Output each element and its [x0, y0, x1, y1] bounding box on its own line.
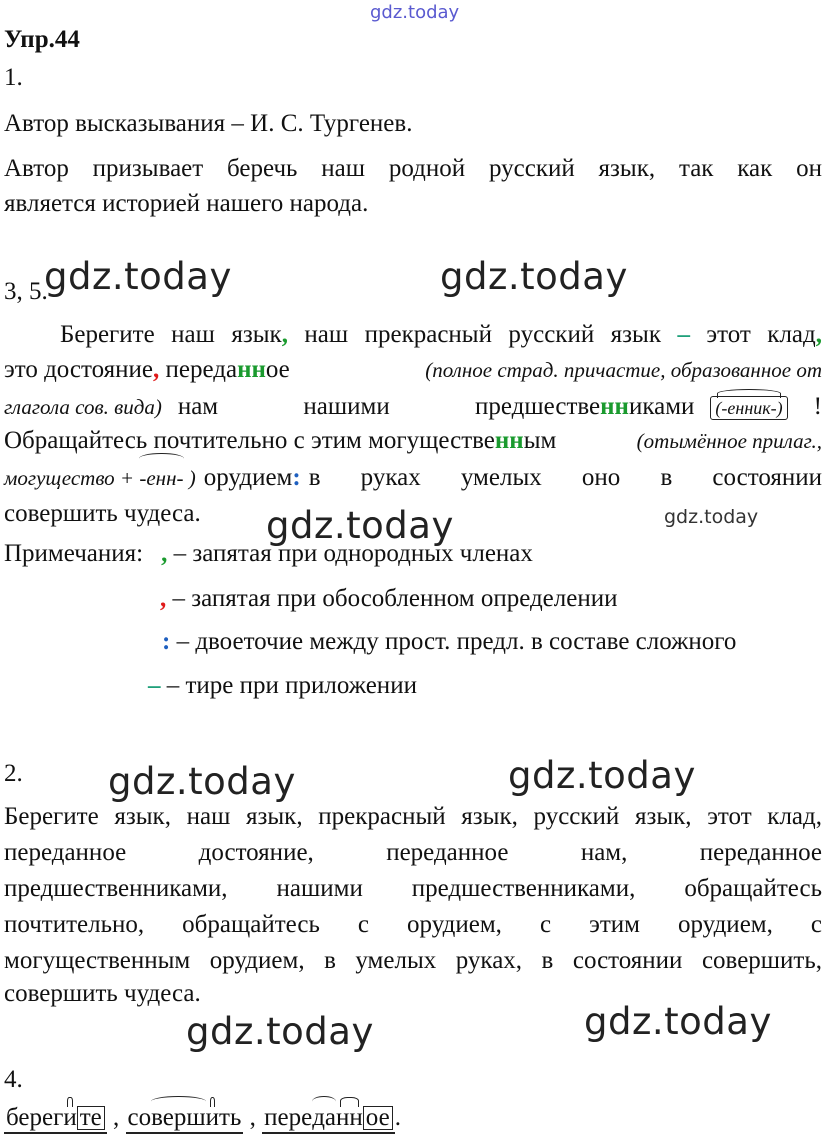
watermark: gdz.today [440, 255, 628, 298]
part2-line3: предшественниками, нашими предшественниками, обращайтесь [4, 875, 822, 902]
note-mark-teal-dash: – [148, 672, 161, 699]
part2-line4: почтительно, обращайтесь с орудием, с этим орудием, с [4, 911, 822, 938]
note-mark-blue-colon: : [162, 628, 171, 655]
note-text: – запятая при обособленном определении [166, 585, 618, 612]
part35-line6: совершить чудеса. [4, 500, 201, 527]
comma-participial: , [153, 356, 160, 383]
part1-line2: является историей нашего народа. [4, 190, 369, 217]
prefix-morpheme: со [127, 1104, 152, 1131]
prefix-morpheme: пере [264, 1104, 313, 1131]
suffix-morpheme: (-енник-) [710, 396, 787, 420]
watermark: gdz.today [508, 754, 696, 797]
text-fragment: это достояние [4, 356, 153, 383]
dash-apposition: – [677, 321, 690, 348]
part35-line2 [4, 353, 822, 387]
watermark-top: gdz.today [370, 2, 460, 23]
part35-line3: глагола сов. вида) нам нашими предшественниками (-енник-) ! [4, 390, 822, 424]
ending-morpheme: те [77, 1106, 105, 1130]
text-fragment: Обращайтесь почтительно с этим могуществе [4, 427, 495, 454]
word-stem: берег [6, 1104, 64, 1131]
notes-row-4 [148, 672, 417, 700]
part1-number: 1. [4, 64, 23, 91]
text-fragment: ое [265, 356, 290, 383]
grammar-note: (полное страд. причастие, образованное от [425, 358, 822, 382]
part35-line1 [4, 318, 822, 352]
suffix-arc: -енн- [139, 461, 183, 495]
text-fragment: этот клад [689, 321, 816, 348]
grammar-note: (отымённое прилаг., [636, 429, 822, 453]
word-sovershit [126, 1104, 244, 1134]
grammar-note [4, 461, 196, 495]
notes-label: Примечания: [4, 540, 144, 567]
double-n-highlight: нн [494, 427, 524, 454]
part4-number: 4. [4, 1066, 23, 1093]
watermark: gdz.today [664, 506, 759, 528]
text-fragment: Берегите наш язык [60, 321, 282, 348]
grammar-note: глагола сов. вида) [4, 395, 162, 419]
text-fragment: переда [159, 356, 238, 383]
note-mark-red-comma: , [160, 585, 167, 612]
period: . [394, 1104, 401, 1131]
notes-row-3 [162, 628, 736, 656]
word-beregite [4, 1104, 107, 1134]
watermark: gdz.today [186, 1010, 374, 1053]
comma-homogeneous: , [281, 321, 288, 348]
word-peredannoe [262, 1104, 395, 1134]
text-fragment: ым [523, 427, 557, 454]
separator: , [243, 1104, 263, 1131]
note-text: – тире при приложении [160, 672, 417, 699]
text-fragment: наш прекрасный русский язык [287, 321, 678, 348]
part4-morphemic-analysis [4, 1104, 401, 1134]
text-fragment: могущество + [4, 466, 140, 490]
notes-row-1 [4, 540, 533, 568]
notes-row-2 [160, 585, 617, 613]
inflection: ть [219, 1104, 242, 1131]
colon-complex: : [292, 464, 301, 491]
note-text: – запятая при однородных членах [167, 540, 533, 567]
note-mark-green-comma: , [161, 540, 168, 567]
watermark: gdz.today [108, 760, 296, 803]
part35-number: 3, 5. [4, 278, 48, 305]
part35-line4 [4, 424, 822, 458]
root-morpheme: верш [151, 1104, 206, 1131]
double-n-highlight: нн [237, 356, 266, 383]
part2-line1: Берегите язык, наш язык, прекрасный язык, русский язык, этот клад, [4, 803, 822, 830]
suffix-morpheme: и [63, 1104, 77, 1131]
part2-line5: могущественным орудием, в умелых руках, в состоянии совершить, [4, 947, 822, 974]
part35-line5 [4, 461, 822, 495]
watermark: gdz.today [266, 504, 454, 547]
suffix-morpheme: нн [336, 1104, 363, 1131]
suffix-morpheme: и [205, 1104, 220, 1131]
comma-homogeneous: , [815, 321, 822, 348]
part2-number: 2. [4, 760, 23, 787]
separator: , [106, 1104, 126, 1131]
note-text: – двоеточие между прост. предл. в составе сложного [170, 628, 737, 655]
root-morpheme: да [312, 1104, 337, 1131]
double-n-highlight: нн [600, 393, 629, 420]
part1-line1: Автор призывает беречь наш родной русский язык, так как он [4, 155, 822, 182]
part2-line6: совершить чудеса. [4, 980, 201, 1007]
ending-morpheme: ое [363, 1106, 393, 1130]
part1-author: Автор высказывания – И. С. Тургенев. [4, 110, 413, 137]
exercise-title: Упр.44 [4, 26, 80, 53]
text-fragment: в руках умелых оно в состоянии [308, 464, 822, 491]
text-fragment: ) [183, 466, 196, 490]
part2-line2: переданное достояние, переданное нам, переданное [4, 839, 822, 866]
watermark: gdz.today [44, 255, 232, 298]
text-fragment: орудием [203, 464, 293, 491]
text-fragment: ! [813, 393, 822, 420]
watermark: gdz.today [584, 1000, 772, 1043]
